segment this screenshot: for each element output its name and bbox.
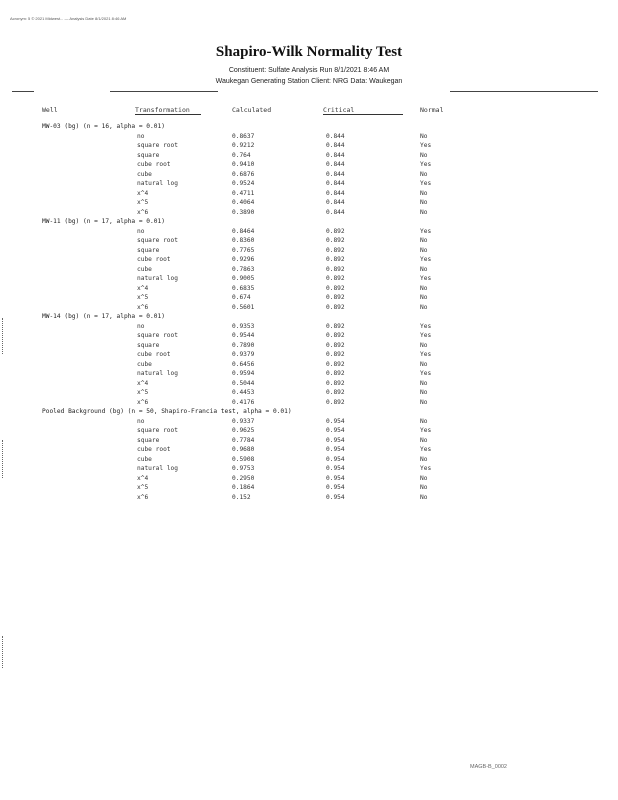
calculated-cell: 0.9680 bbox=[232, 446, 255, 453]
calculated-cell: 0.8637 bbox=[232, 132, 255, 140]
table-row bbox=[0, 379, 618, 389]
table-row bbox=[0, 474, 618, 484]
table-row bbox=[0, 322, 618, 332]
normal-cell: No bbox=[420, 303, 428, 311]
table-row bbox=[0, 151, 618, 161]
divider-center bbox=[110, 91, 218, 92]
column-header-calculated: Calculated bbox=[232, 106, 272, 114]
critical-cell: 0.844 bbox=[326, 142, 345, 149]
critical-cell: 0.892 bbox=[326, 284, 345, 292]
normal-cell: No bbox=[420, 493, 428, 501]
critical-cell: 0.892 bbox=[326, 256, 345, 263]
calculated-cell: 0.8360 bbox=[232, 237, 255, 244]
normal-cell: Yes bbox=[420, 180, 432, 187]
normal-cell: Yes bbox=[420, 322, 432, 330]
transformation-cell: cube bbox=[137, 455, 152, 463]
table-row bbox=[0, 455, 618, 465]
normal-cell: Yes bbox=[420, 227, 432, 235]
table-row bbox=[0, 483, 618, 493]
calculated-cell: 0.9410 bbox=[232, 161, 255, 168]
table-row bbox=[0, 160, 618, 170]
critical-cell: 0.892 bbox=[326, 237, 345, 244]
critical-cell: 0.892 bbox=[326, 322, 345, 330]
calculated-cell: 0.6876 bbox=[232, 170, 255, 178]
critical-cell: 0.892 bbox=[326, 398, 345, 406]
calculated-cell: 0.2950 bbox=[232, 474, 255, 482]
normal-cell: No bbox=[420, 199, 428, 206]
normal-cell: Yes bbox=[420, 427, 432, 434]
table-row bbox=[0, 350, 618, 360]
table-row bbox=[0, 464, 618, 474]
critical-cell: 0.892 bbox=[326, 246, 345, 254]
transformation-cell: cube bbox=[137, 265, 152, 273]
table-row bbox=[0, 445, 618, 455]
calculated-cell: 0.9625 bbox=[232, 427, 255, 434]
table-row bbox=[0, 141, 618, 151]
table-row bbox=[0, 303, 618, 313]
critical-cell: 0.892 bbox=[326, 303, 345, 311]
critical-cell: 0.954 bbox=[326, 474, 345, 482]
critical-cell: 0.892 bbox=[326, 370, 345, 377]
calculated-cell: 0.8464 bbox=[232, 227, 255, 235]
calculated-cell: 0.9524 bbox=[232, 180, 255, 187]
margin-mark bbox=[2, 440, 5, 478]
table-row bbox=[0, 189, 618, 199]
table-row bbox=[0, 341, 618, 351]
transformation-cell: cube bbox=[137, 360, 152, 368]
report-title: Shapiro-Wilk Normality Test bbox=[215, 44, 403, 60]
table-row bbox=[0, 227, 618, 237]
calculated-cell: 0.9379 bbox=[232, 351, 255, 358]
critical-cell: 0.954 bbox=[326, 446, 345, 453]
calculated-cell: 0.9212 bbox=[232, 142, 255, 149]
critical-cell: 0.954 bbox=[326, 436, 345, 444]
transformation-cell: square root bbox=[137, 237, 178, 244]
transformation-cell: natural log bbox=[137, 370, 178, 377]
header-small-print: Acronym: 5 © 2021 Midwest... — Analysis Date 8/1/2021 8:46 AM bbox=[10, 16, 127, 21]
transformation-cell: no bbox=[137, 227, 145, 235]
critical-cell: 0.844 bbox=[326, 151, 345, 159]
table-row bbox=[0, 360, 618, 370]
table-row bbox=[0, 236, 618, 246]
table-row bbox=[0, 284, 618, 294]
calculated-cell: 0.9005 bbox=[232, 275, 255, 282]
normal-cell: Yes bbox=[420, 275, 432, 282]
critical-cell: 0.892 bbox=[326, 351, 345, 358]
margin-mark bbox=[2, 318, 5, 354]
critical-cell: 0.844 bbox=[326, 132, 345, 140]
normal-cell: No bbox=[420, 189, 428, 197]
table-row bbox=[0, 246, 618, 256]
column-header-transformation: Transformation bbox=[135, 106, 201, 115]
critical-cell: 0.892 bbox=[326, 265, 345, 273]
calculated-cell: 0.4064 bbox=[232, 199, 255, 206]
calculated-cell: 0.7890 bbox=[232, 341, 255, 349]
transformation-cell: cube root bbox=[137, 446, 171, 453]
calculated-cell: 0.9337 bbox=[232, 417, 255, 425]
table-row bbox=[0, 274, 618, 284]
critical-cell: 0.844 bbox=[326, 189, 345, 197]
transformation-cell: x^6 bbox=[137, 398, 149, 406]
report-subtitle-facility: Waukegan Generating Station Client: NRG Data: Waukegan bbox=[215, 78, 403, 85]
transformation-cell: square bbox=[137, 246, 160, 254]
normal-cell: No bbox=[420, 436, 428, 444]
normal-cell: Yes bbox=[420, 332, 432, 339]
normal-cell: Yes bbox=[420, 351, 432, 358]
well-group-label: Pooled Background (bg) (n = 50, Shapiro-Francia test, alpha = 0.01) bbox=[42, 408, 292, 415]
calculated-cell: 0.5044 bbox=[232, 379, 255, 387]
critical-cell: 0.892 bbox=[326, 294, 345, 301]
normal-cell: No bbox=[420, 151, 428, 159]
critical-cell: 0.844 bbox=[326, 180, 345, 187]
transformation-cell: cube root bbox=[137, 161, 171, 168]
table-row bbox=[0, 132, 618, 142]
calculated-cell: 0.6456 bbox=[232, 360, 255, 368]
margin-mark bbox=[2, 636, 5, 668]
normal-cell: No bbox=[420, 294, 428, 301]
calculated-cell: 0.4453 bbox=[232, 389, 255, 396]
calculated-cell: 0.6835 bbox=[232, 284, 255, 292]
table-row bbox=[0, 417, 618, 427]
critical-cell: 0.844 bbox=[326, 161, 345, 168]
transformation-cell: x^4 bbox=[137, 284, 149, 292]
calculated-cell: 0.9353 bbox=[232, 322, 255, 330]
transformation-cell: no bbox=[137, 417, 145, 425]
transformation-cell: x^5 bbox=[137, 294, 149, 301]
transformation-cell: square bbox=[137, 341, 160, 349]
critical-cell: 0.844 bbox=[326, 199, 345, 206]
table-row bbox=[0, 369, 618, 379]
transformation-cell: square root bbox=[137, 142, 178, 149]
normal-cell: No bbox=[420, 417, 428, 425]
critical-cell: 0.954 bbox=[326, 493, 345, 501]
critical-cell: 0.844 bbox=[326, 208, 345, 216]
normal-cell: Yes bbox=[420, 370, 432, 377]
table-row bbox=[0, 170, 618, 180]
critical-cell: 0.954 bbox=[326, 455, 345, 463]
calculated-cell: 0.1864 bbox=[232, 484, 255, 491]
document-id: MAGB-B_0002 bbox=[470, 764, 507, 770]
normal-cell: No bbox=[420, 341, 428, 349]
divider-left bbox=[12, 91, 34, 92]
calculated-cell: 0.4711 bbox=[232, 189, 255, 197]
column-header-well: Well bbox=[42, 106, 58, 114]
normal-cell: No bbox=[420, 398, 428, 406]
calculated-cell: 0.674 bbox=[232, 294, 251, 301]
normal-cell: No bbox=[420, 132, 428, 140]
critical-cell: 0.954 bbox=[326, 465, 345, 472]
normal-cell: No bbox=[420, 484, 428, 491]
critical-cell: 0.892 bbox=[326, 360, 345, 368]
calculated-cell: 0.9544 bbox=[232, 332, 255, 339]
transformation-cell: x^5 bbox=[137, 199, 149, 206]
transformation-cell: cube root bbox=[137, 256, 171, 263]
normal-cell: No bbox=[420, 360, 428, 368]
normal-cell: No bbox=[420, 474, 428, 482]
well-group-label: MW-03 (bg) (n = 16, alpha = 0.01) bbox=[42, 123, 165, 130]
transformation-cell: x^5 bbox=[137, 389, 149, 396]
normal-cell: No bbox=[420, 170, 428, 178]
table-row bbox=[0, 208, 618, 218]
critical-cell: 0.892 bbox=[326, 332, 345, 339]
calculated-cell: 0.5908 bbox=[232, 455, 255, 463]
divider-right bbox=[450, 91, 598, 92]
transformation-cell: natural log bbox=[137, 465, 178, 472]
transformation-cell: x^4 bbox=[137, 189, 149, 197]
transformation-cell: square root bbox=[137, 332, 178, 339]
table-row bbox=[0, 426, 618, 436]
well-group-label: MW-11 (bg) (n = 17, alpha = 0.01) bbox=[42, 218, 165, 225]
normal-cell: Yes bbox=[420, 142, 432, 149]
transformation-cell: cube bbox=[137, 170, 152, 178]
well-group-label: MW-14 (bg) (n = 17, alpha = 0.01) bbox=[42, 313, 165, 320]
transformation-cell: x^5 bbox=[137, 484, 149, 491]
critical-cell: 0.844 bbox=[326, 170, 345, 178]
normal-cell: No bbox=[420, 265, 428, 273]
normal-cell: Yes bbox=[420, 161, 432, 168]
critical-cell: 0.892 bbox=[326, 389, 345, 396]
critical-cell: 0.892 bbox=[326, 379, 345, 387]
calculated-cell: 0.9753 bbox=[232, 465, 255, 472]
critical-cell: 0.892 bbox=[326, 275, 345, 282]
calculated-cell: 0.152 bbox=[232, 493, 251, 501]
critical-cell: 0.954 bbox=[326, 417, 345, 425]
normal-cell: No bbox=[420, 246, 428, 254]
report-subtitle-analysis: Constituent: Sulfate Analysis Run 8/1/2021 8:46 AM bbox=[228, 67, 390, 74]
table-row bbox=[0, 179, 618, 189]
column-header-critical: Critical bbox=[323, 106, 403, 115]
calculated-cell: 0.3890 bbox=[232, 208, 255, 216]
transformation-cell: x^4 bbox=[137, 474, 149, 482]
transformation-cell: no bbox=[137, 322, 145, 330]
normal-cell: No bbox=[420, 284, 428, 292]
transformation-cell: no bbox=[137, 132, 145, 140]
table-row bbox=[0, 331, 618, 341]
table-row bbox=[0, 493, 618, 503]
transformation-cell: cube root bbox=[137, 351, 171, 358]
transformation-cell: x^6 bbox=[137, 303, 149, 311]
normal-cell: No bbox=[420, 208, 428, 216]
transformation-cell: x^6 bbox=[137, 493, 149, 501]
normal-cell: Yes bbox=[420, 446, 432, 453]
critical-cell: 0.892 bbox=[326, 341, 345, 349]
calculated-cell: 0.9296 bbox=[232, 256, 255, 263]
normal-cell: No bbox=[420, 389, 428, 396]
transformation-cell: x^4 bbox=[137, 379, 149, 387]
transformation-cell: natural log bbox=[137, 275, 178, 282]
table-row bbox=[0, 388, 618, 398]
table-row bbox=[0, 436, 618, 446]
table-row bbox=[0, 255, 618, 265]
transformation-cell: square bbox=[137, 436, 160, 444]
table-row bbox=[0, 265, 618, 275]
calculated-cell: 0.7784 bbox=[232, 436, 255, 444]
critical-cell: 0.954 bbox=[326, 484, 345, 491]
critical-cell: 0.954 bbox=[326, 427, 345, 434]
normal-cell: No bbox=[420, 237, 428, 244]
normal-cell: No bbox=[420, 455, 428, 463]
calculated-cell: 0.7765 bbox=[232, 246, 255, 254]
transformation-cell: square bbox=[137, 151, 160, 159]
table-row bbox=[0, 398, 618, 408]
table-row bbox=[0, 198, 618, 208]
normal-cell: Yes bbox=[420, 256, 432, 263]
column-header-normal: Normal bbox=[420, 106, 444, 114]
calculated-cell: 0.7863 bbox=[232, 265, 255, 273]
normal-cell: Yes bbox=[420, 465, 432, 472]
calculated-cell: 0.4176 bbox=[232, 398, 255, 406]
transformation-cell: square root bbox=[137, 427, 178, 434]
critical-cell: 0.892 bbox=[326, 227, 345, 235]
calculated-cell: 0.9594 bbox=[232, 370, 255, 377]
transformation-cell: natural log bbox=[137, 180, 178, 187]
table-row bbox=[0, 293, 618, 303]
transformation-cell: x^6 bbox=[137, 208, 149, 216]
normal-cell: No bbox=[420, 379, 428, 387]
calculated-cell: 0.5601 bbox=[232, 303, 255, 311]
results-table bbox=[0, 122, 618, 502]
calculated-cell: 0.764 bbox=[232, 151, 251, 159]
